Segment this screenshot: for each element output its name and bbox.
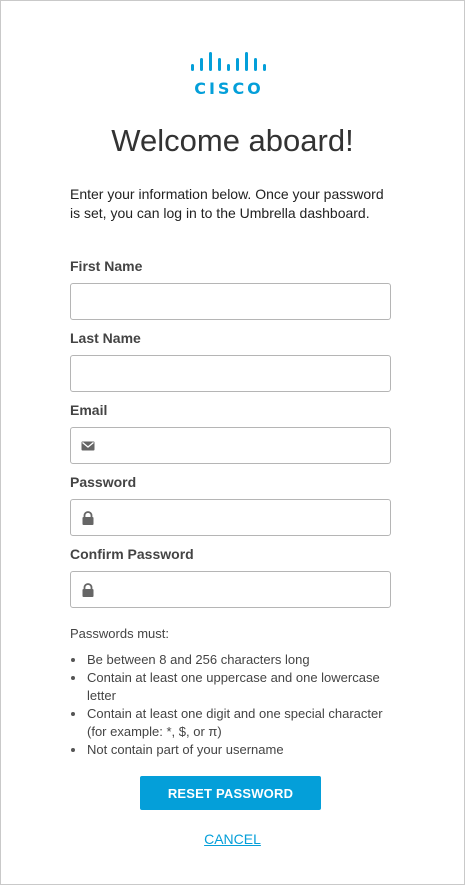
- first-name-field-box: [70, 283, 391, 320]
- password-input[interactable]: [71, 500, 390, 535]
- confirm-password-field-box: [70, 571, 391, 608]
- password-field-box: [70, 499, 391, 536]
- password-label: Password: [70, 474, 137, 490]
- password-rules-list: [70, 651, 395, 759]
- email-input[interactable]: [71, 428, 390, 463]
- last-name-label: Last Name: [70, 330, 141, 346]
- reset-password-button[interactable]: RESET PASSWORD: [140, 776, 321, 810]
- password-rule-digit-special: Contain at least one digit and one special character (for example: *, $, or π): [70, 705, 395, 741]
- last-name-input[interactable]: [71, 356, 390, 391]
- first-name-label: First Name: [70, 258, 143, 274]
- intro-text: Enter your information below. Once your password is set, you can log in to the Umbrella dashboard.: [70, 186, 384, 221]
- email-field-box: [70, 427, 391, 464]
- cisco-bars-icon: [189, 51, 269, 77]
- password-rule-length: Be between 8 and 256 characters long: [70, 651, 395, 669]
- email-label: Email: [70, 402, 108, 418]
- confirm-password-input[interactable]: [71, 572, 390, 607]
- cisco-logo: [189, 51, 269, 97]
- last-name-field-box: [70, 355, 391, 392]
- password-rule-username: Not contain part of your username: [70, 741, 395, 759]
- first-name-input[interactable]: [71, 284, 390, 319]
- password-rule-case: Contain at least one uppercase and one lowercase letter: [70, 669, 395, 705]
- page-title: Welcome aboard!: [111, 123, 354, 158]
- cancel-link[interactable]: CANCEL: [204, 831, 261, 847]
- logo-wordmark: CISCO: [194, 79, 264, 98]
- password-rules-heading: Passwords must:: [70, 626, 169, 641]
- confirm-password-label: Confirm Password: [70, 546, 194, 562]
